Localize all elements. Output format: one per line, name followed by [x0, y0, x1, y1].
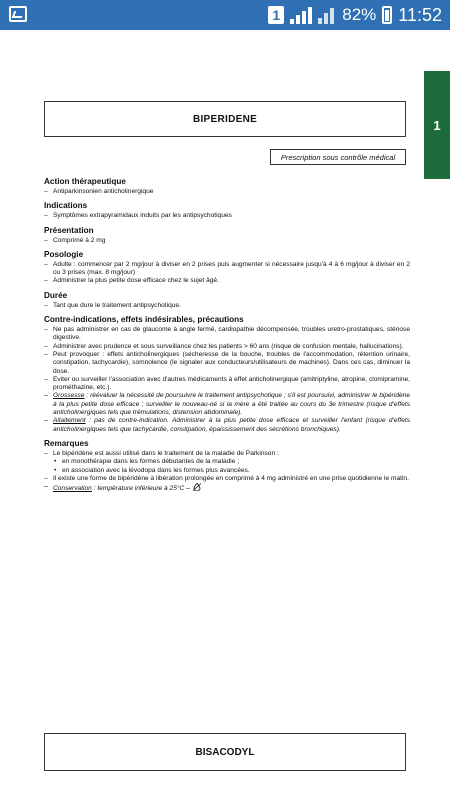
section-heading-posologie: Posologie: [44, 249, 84, 259]
duree-line: – Tant que dure le traitement antipsychotique.: [44, 302, 410, 310]
section-heading-duree: Durée: [44, 290, 68, 300]
allaitement-line: [44, 417, 410, 434]
signal-icon: [290, 6, 312, 24]
presentation-line: – Comprimé à 2 mg: [44, 237, 410, 245]
gallery-icon: [9, 6, 27, 22]
remarques-line: – Le bipéridène est aussi utilisé dans le traitement de la maladie de Parkinson :: [44, 450, 410, 458]
status-right: [268, 4, 442, 26]
section-heading-presentation: Présentation: [44, 225, 94, 235]
section-heading-indications: Indications: [44, 201, 88, 211]
grossesse-line: [44, 392, 410, 417]
battery-icon: [382, 6, 392, 24]
drug-title-box: BIPERIDENE: [44, 101, 406, 137]
conservation-label: Conservation: [53, 485, 92, 493]
section-heading-remarques: Remarques: [44, 438, 89, 448]
conservation-line: [44, 483, 410, 493]
monograph-content: [44, 172, 410, 493]
grossesse-label: Grossesse: [53, 392, 85, 400]
remarques-subitem: • en association avec la lévodopa dans les formes plus avancées.: [44, 467, 410, 475]
remarques-line: – Il existe une forme de bipéridène à libération prolongée en comprimé à 4 mg administré en une prise quotidienne le matin.: [44, 475, 410, 483]
allaitement-text: : pas de contre-indication. Administrer à la plus petite dose efficace et surveiller l'enfant (risque d'effets anticholinergiques tels que tachycardie, constipation, épaississement des sécrétions bronchiques).: [53, 417, 410, 433]
next-drug-box[interactable]: BISACODYL: [44, 733, 406, 771]
clock: 11:52: [398, 4, 442, 25]
contre-line: – Eviter ou surveiller l'association avec d'autres médicaments à effet anticholinergique (amitriptyline, atropine, clomipramine, prométhazine, etc.).: [44, 376, 410, 393]
remarques-subitem: • en monothérapie dans les formes débutantes de la maladie ;: [44, 458, 410, 466]
status-bar: [0, 0, 450, 30]
posologie-line: – Administrer la plus petite dose efficace chez le sujet âgé.: [44, 277, 410, 285]
action-line: – Antiparkinsonien anticholinergique: [44, 188, 410, 196]
humidity-icon: [192, 483, 202, 491]
conservation-text: : température inférieure à 25°C –: [91, 485, 192, 493]
sim-icon: 1: [268, 6, 284, 24]
signal-2-icon: [318, 6, 336, 24]
chapter-tab[interactable]: 1: [424, 71, 450, 179]
indications-line: – Symptômes extrapyramidaux induits par les antipsychotiques: [44, 212, 410, 220]
section-heading-action: Action thérapeutique: [44, 177, 126, 186]
contre-line: – Administrer avec prudence et sous surveillance chez les patients > 60 ans (risque de confusion mentale, hallucinations).: [44, 343, 410, 351]
contre-line: – Ne pas administrer en cas de glaucome à angle fermé, cardiopathie décompensée, troubles uretro-prostatiques, sténose digestive.: [44, 326, 410, 343]
grossesse-text: : réévaluer la nécessité de poursuivre le traitement antipsychotique ; s'il est poursuivi, administrer le bipéridène à la plus petite dose efficace ; surveiller le nouveau-né si la mère a été traitée au cours du 3e trimestre (risque d'effets anticholinergiques tels que trémulations, distension abdominale).: [53, 392, 410, 417]
contre-line: – Peut provoquer : effets anticholinergiques (sécheresse de la bouche, troubles de l'accommodation, rétention urinaire, constipation, tachycardie), somnolence (le signaler aux conducteurs/utilisateurs de machines). Dans ces cas, diminuer la dose.: [44, 351, 410, 376]
posologie-line: – Adulte : commencer par 2 mg/jour à diviser en 2 prises puis augmenter si nécessaire jusqu'à 4 à 6 mg/jour à diviser en 2 ou 3 prises (max. 8 mg/jour): [44, 261, 410, 278]
allaitement-label: Allaitement: [53, 417, 86, 425]
section-heading-contre-indications: Contre-indications, effets indésirables, précautions: [44, 315, 244, 325]
prescription-note: Prescription sous contrôle médical: [270, 149, 406, 165]
battery-percent: 82%: [342, 5, 377, 24]
document-page[interactable]: [0, 30, 450, 800]
